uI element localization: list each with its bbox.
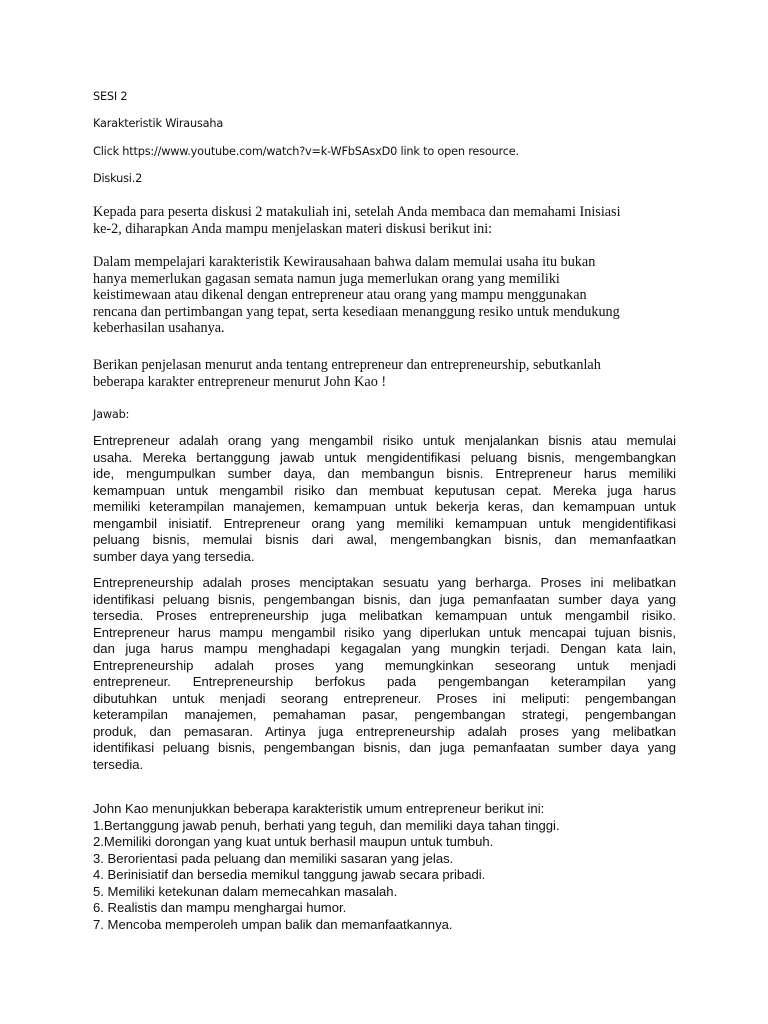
paragraph-line: identifikasi peluang bisnis, pengembangan bisnis, dan juga pemanfaatan sumber daya yang [93,591,676,607]
paragraph-line: peluang bisnis, memulai bisnis dari awal, mengembangkan bisnis, dan memanfaatkan [93,532,676,547]
prompt-question-line: beberapa karakter entrepreneur menurut John Kao ! [93,373,387,390]
answer-paragraph-entrepreneurship [93,575,676,773]
paragraph-line: memiliki keterampilan manajemen, kemampuan untuk bekerja keras, dan kemampuan untuk [93,499,676,514]
list-item: 4. Berinisiatif dan bersedia memikul tanggung jawab secara pribadi. [93,867,486,882]
prompt-context-line: rencana dan pertimbangan yang tepat, serta kesediaan menanggung resiko untuk mendukung [93,303,620,320]
paragraph-line: ide, mengumpulkan sumber daya, dan membangun bisnis. Entrepreneur harus memiliki [93,466,676,481]
paragraph-line: tersedia. [93,756,144,772]
paragraph-line: mengambil inisiatif. Entrepreneur orang yang memiliki kemampuan untuk mengidentifikasi [93,515,676,531]
answer-label: Jawab: [93,408,130,421]
prompt-question [93,357,676,390]
prompt-intro [93,204,676,237]
kao-traits-list [93,801,560,933]
discussion-label: Diskusi.2 [93,172,143,185]
kao-intro: John Kao menunjukkan beberapa karakteristik umum entrepreneur berikut ini: [93,801,545,816]
paragraph-line: dan juga harus mampu menghadapi kegagalan yang mungkin terjadi. Dengan kata lain, [93,641,676,656]
prompt-context-line: Dalam mempelajari karakteristik Kewirausahaan bahwa dalam memulai usaha itu bukan [93,254,596,270]
paragraph-line: kemampuan untuk mengambil risiko dan membuat keputusan cepat. Mereka juga harus [93,482,676,498]
list-item: 3. Berorientasi pada peluang dan memiliki sasaran yang jelas. [93,850,454,866]
paragraph-line: identifikasi peluang bisnis, pengembangan bisnis, dan juga pemanfaatan sumber daya yang [93,740,676,755]
paragraph-line: Entrepreneurship adalah proses yang memungkinkan seseorang untuk menjadi [93,657,676,673]
paragraph-line: Entrepreneur adalah orang yang mengambil risiko untuk menjalankan bisnis atau memulai [93,433,676,448]
paragraph-line: produk, dan pemasaran. Artinya juga entrepreneurship adalah proses yang melibatkan [93,723,676,739]
paragraph-line: dibutuhkan untuk menjadi seorang entrepreneur. Proses ini meliputi: pengembangan [93,690,676,706]
list-item: 1.Bertanggung jawab penuh, berhati yang teguh, dan memiliki daya tahan tinggi. [93,817,560,833]
list-item: 5. Memiliki ketekunan dalam memecahkan masalah. [93,883,398,899]
paragraph-line: Entrepreneur harus mampu mengambil risiko yang diperlukan untuk mencapai tujuan bisnis, [93,624,676,640]
prompt-context-line: hanya memerlukan gagasan semata namun juga memerlukan orang yang memiliki [93,270,560,287]
topic-heading: Karakteristik Wirausaha [93,117,224,130]
prompt-intro-line: Kepada para peserta diskusi 2 matakuliah ini, setelah Anda membaca dan memahami Inisiasi [93,204,621,220]
paragraph-line: usaha. Mereka bertanggung jawab untuk mengidentifikasi peluang bisnis, mengembangkan [93,449,676,465]
prompt-context-line: keistimewaan atau dikenal dengan entrepreneur atau orang yang mampu menggunakan [93,287,587,304]
paragraph-line: entrepreneur. Entrepreneurship berfokus pada pengembangan keterampilan yang [93,674,676,689]
prompt-context-line: keberhasilan usahanya. [93,320,225,337]
paragraph-line: sumber daya yang tersedia. [93,548,255,564]
list-item: 6. Realistis dan mampu menghargai humor. [93,900,347,915]
paragraph-line: keterampilan manajemen, pemahaman pasar, pengembangan strategi, pengembangan [93,707,676,722]
prompt-intro-line: ke-2, diharapkan Anda mampu menjelaskan materi diskusi berikut ini: [93,220,493,237]
prompt-question-line: Berikan penjelasan menurut anda tentang entrepreneur dan entrepreneurship, sebutkanlah [93,357,601,373]
paragraph-line: Entrepreneurship adalah proses menciptakan sesuatu yang berharga. Proses ini melibatkan [93,575,676,590]
list-item: 7. Mencoba memperoleh umpan balik dan memanfaatkannya. [93,916,453,932]
paragraph-line: tersedia. Proses entrepreneurship juga melibatkan kemampuan untuk mengambil risiko. [93,608,676,623]
document-page [93,0,676,1024]
resource-link-text: Click https://www.youtube.com/watch?v=k-WFbSAsxD0 link to open resource. [93,145,519,158]
session-heading: SESI 2 [93,90,128,103]
prompt-context [93,254,676,337]
list-item: 2.Memiliki dorongan yang kuat untuk berhasil maupun untuk tumbuh. [93,834,494,849]
answer-paragraph-entrepreneur [93,433,676,565]
